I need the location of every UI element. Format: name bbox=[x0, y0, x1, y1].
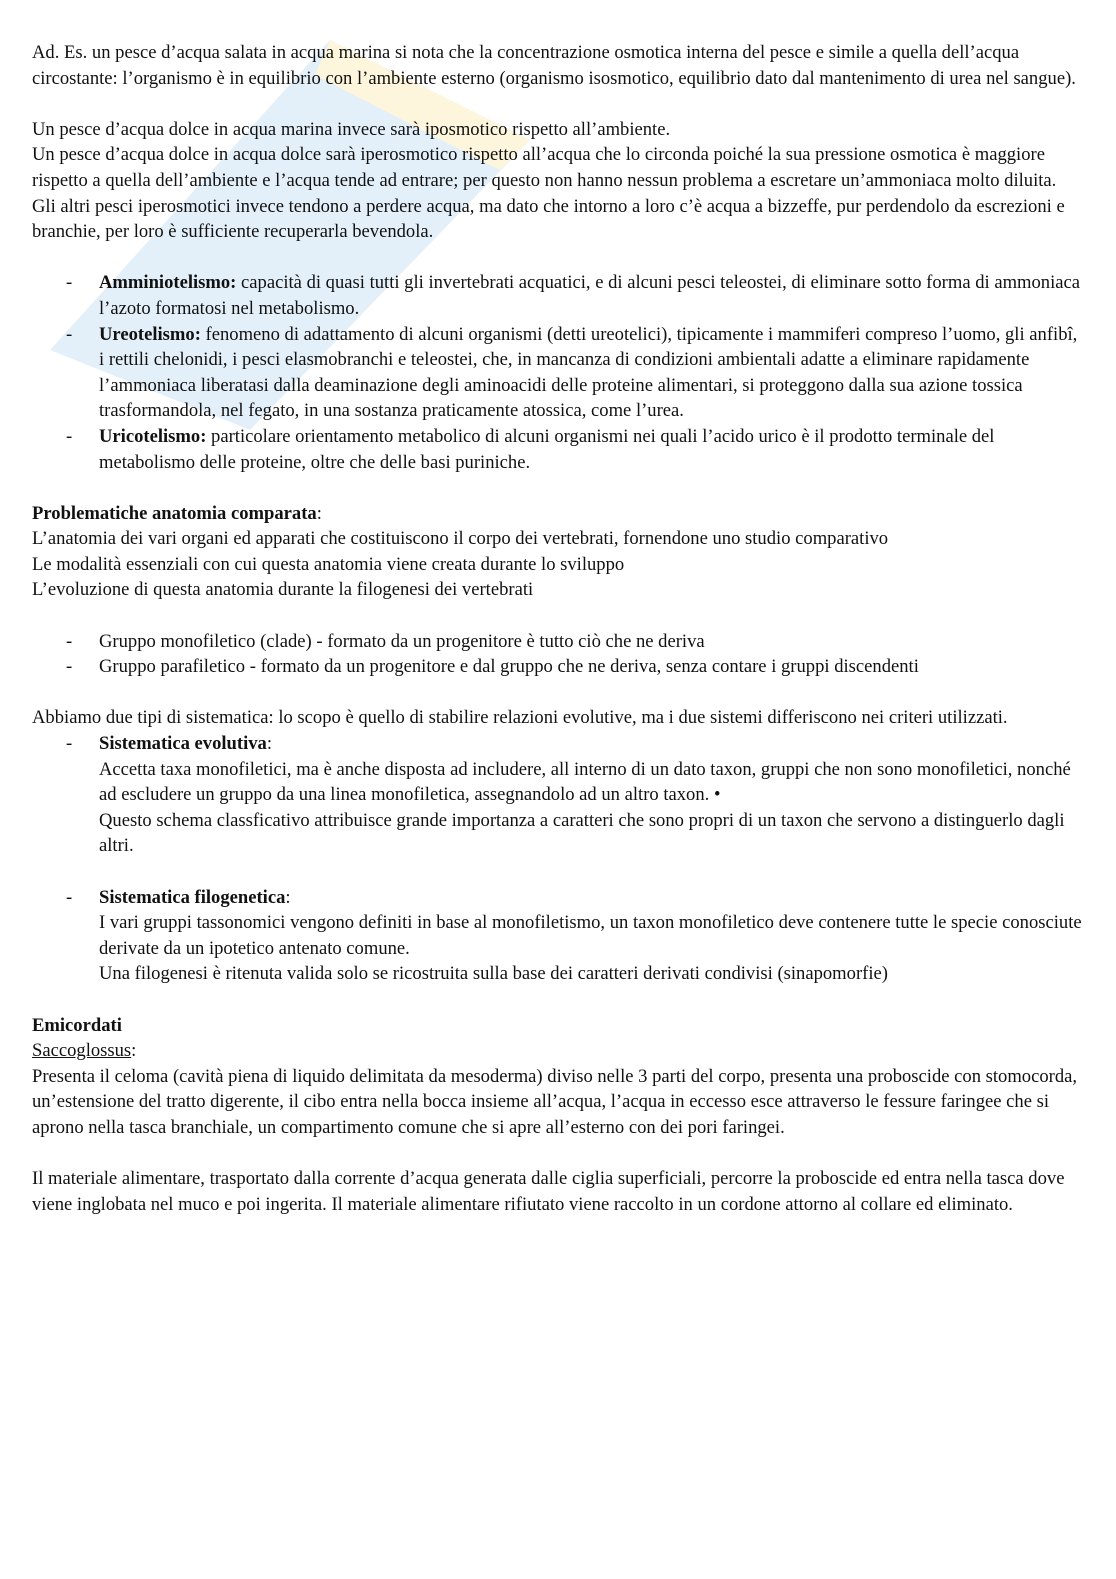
list-item bbox=[32, 424, 1084, 475]
paragraph-other-fish: Gli altri pesci iperosmotici invece tendono a perdere acqua, ma dato che intorno a loro c’è acqua a bizzeffe, pur perdendolo da escrezioni e branchie, per loro è sufficiente recuperarla bevendola. bbox=[32, 195, 1065, 243]
evolutiva-text: Questo schema classficativo attribuisce grande importanza a caratteri che sono propri di un taxon che servono a distinguerlo dagli altri. bbox=[99, 809, 1065, 857]
anatomy-line: L’anatomia dei vari organi ed apparati che costituiscono il corpo dei vertebrati, fornendone uno studio comparativo bbox=[32, 528, 889, 550]
term-sistematica-filogenetica: Sistematica filogenetica bbox=[99, 886, 286, 908]
filogenetica-text: Una filogenesi è ritenuta valida solo se ricostruita sulla base dei caratteri derivati condivisi (sinapomorfie) bbox=[99, 963, 888, 985]
anatomy-line: L’evoluzione di questa anatomia durante la filogenesi dei vertebrati bbox=[32, 579, 534, 601]
section-heading-emicordati: Emicordati bbox=[32, 1014, 122, 1036]
list-item: - Sistematica evolutiva: Accetta taxa monofiletici, ma è anche disposta ad includere, all interno di un dato taxon, gruppi che non sono monofiletici, nonché ad escludere un gruppo da una linea monofiletica, assegnandolo ad un altro taxon. • Questo schema classficativo attribuisce grande importanza a caratteri che sono propri di un taxon che servono a distinguerlo dagli altri. bbox=[32, 731, 1084, 885]
evolutiva-text: Accetta taxa monofiletici, ma è anche disposta ad includere, all interno di un dato taxon, gruppi che non sono monofiletici, nonché ad escludere un gruppo da una linea monofiletica, assegnandolo ad un altro taxon. • bbox=[99, 758, 1071, 806]
term-ureotelismo: Ureotelismo: bbox=[99, 323, 201, 345]
subheading-saccoglossus: Saccoglossus: bbox=[32, 1040, 137, 1062]
saccoglossus-paragraph: Il materiale alimentare, trasportato dalla corrente d’acqua generata dalle ciglia superficiali, percorre la proboscide ed entra nella tasca dove viene inglobata nel muco e poi ingerita. Il materiale alimentare rifiutato viene raccolto in un cordone attorno al collare ed eliminato. bbox=[32, 1168, 1065, 1215]
paragraph-iperosmotic: Un pesce d’acqua dolce in acqua dolce sarà iperosmotico rispetto all’acqua che lo circonda poiché la sua pressione osmotica è maggiore rispetto a quella dell’ambiente e l’acqua tende ad entrare; per questo non hanno nessun problema a escretare un’ammoniaca molto diluita. bbox=[32, 144, 1057, 191]
list-item bbox=[32, 322, 1084, 424]
definition-text: fenomeno di adattamento di alcuni organismi (detti ureotelici), tipicamente i mammiferi compreso l’uomo, gli anfibî, i rettili chelonidi, i pesci elasmobranchi e teleostei, che, in mancanza di condizioni ambientali adatte a eliminare rapidamente l’ammoniaca liberatasi dalla deaminazione degli aminoacidi delle proteine alimentari, si proteggono dalla sua azione tossica trasformandola, nel fegato, in una sostanza praticamente atossica, come l’urea. bbox=[99, 323, 1078, 422]
list-item: - Gruppo monofiletico (clade) - formato da un progenitore è tutto ciò che ne deriva bbox=[32, 629, 1084, 655]
nitrogen-excretion-list bbox=[32, 270, 1084, 475]
term-uricotelismo: Uricotelismo: bbox=[99, 425, 207, 447]
definition-text: particolare orientamento metabolico di alcuni organismi nei quali l’acido urico è il prodotto terminale del metabolismo delle proteine, oltre che delle basi puriniche. bbox=[99, 425, 995, 473]
paragraph-isosmotic: Ad. Es. un pesce d’acqua salata in acqua marina si nota che la concentrazione osmotica interna del pesce e simile a quella dell’acqua circostante: l’organismo è in equilibrio con l’ambiente esterno (organismo isosmotico, equilibrio dato dal mantenimento di urea nel sangue). bbox=[32, 42, 1076, 89]
document-page bbox=[32, 40, 1084, 1217]
group-types-list bbox=[32, 629, 1084, 680]
systematics-list bbox=[32, 731, 1084, 987]
paragraph-iposmotic: Un pesce d’acqua dolce in acqua marina invece sarà iposmotico rispetto all’ambiente. bbox=[32, 118, 671, 140]
filogenetica-text: I vari gruppi tassonomici vengono definiti in base al monofiletismo, un taxon monofiletico deve contenere tutte le specie conosciute derivate da un ipotetico antenato comune. bbox=[99, 912, 1082, 959]
systematics-intro: Abbiamo due tipi di sistematica: lo scopo è quello di stabilire relazioni evolutive, ma i due sistemi differiscono nei criteri utilizzati. bbox=[32, 707, 1008, 729]
definition-text: capacità di quasi tutti gli invertebrati acquatici, e di alcuni pesci teleostei, di eliminare sotto forma di ammoniaca l’azoto formatosi nel metabolismo. bbox=[99, 272, 1081, 319]
heading-text: Problematiche anatomia comparata bbox=[32, 502, 317, 524]
list-item: - Gruppo parafiletico - formato da un progenitore e dal gruppo che ne deriva, senza contare i gruppi discendenti bbox=[32, 654, 1084, 680]
list-item bbox=[32, 270, 1084, 321]
term-sistematica-evolutiva: Sistematica evolutiva bbox=[99, 733, 267, 755]
list-item: - Sistematica filogenetica: I vari gruppi tassonomici vengono definiti in base al monofiletismo, un taxon monofiletico deve contenere tutte le specie conosciute derivate da un ipotetico antenato comune. Una filogenesi è ritenuta valida solo se ricostruita sulla base dei caratteri derivati condivisi (sinapomorfie) bbox=[32, 885, 1084, 987]
term-amminiotelismo: Amminiotelismo: bbox=[99, 272, 237, 294]
section-heading-anatomy: Problematiche anatomia comparata: bbox=[32, 502, 322, 524]
anatomy-line: Le modalità essenziali con cui questa anatomia viene creata durante lo sviluppo bbox=[32, 553, 625, 575]
saccoglossus-paragraph: Presenta il celoma (cavità piena di liquido delimitata da mesoderma) diviso nelle 3 parti del corpo, presenta una proboscide con stomocorda, un’estensione del tratto digerente, il cibo entra nella bocca insieme all’acqua, l’acqua in eccesso esce attraverso le fessure faringee che si aprono nella tasca branchiale, un compartimento comune che si apre all’esterno con dei pori faringei. bbox=[32, 1065, 1078, 1138]
